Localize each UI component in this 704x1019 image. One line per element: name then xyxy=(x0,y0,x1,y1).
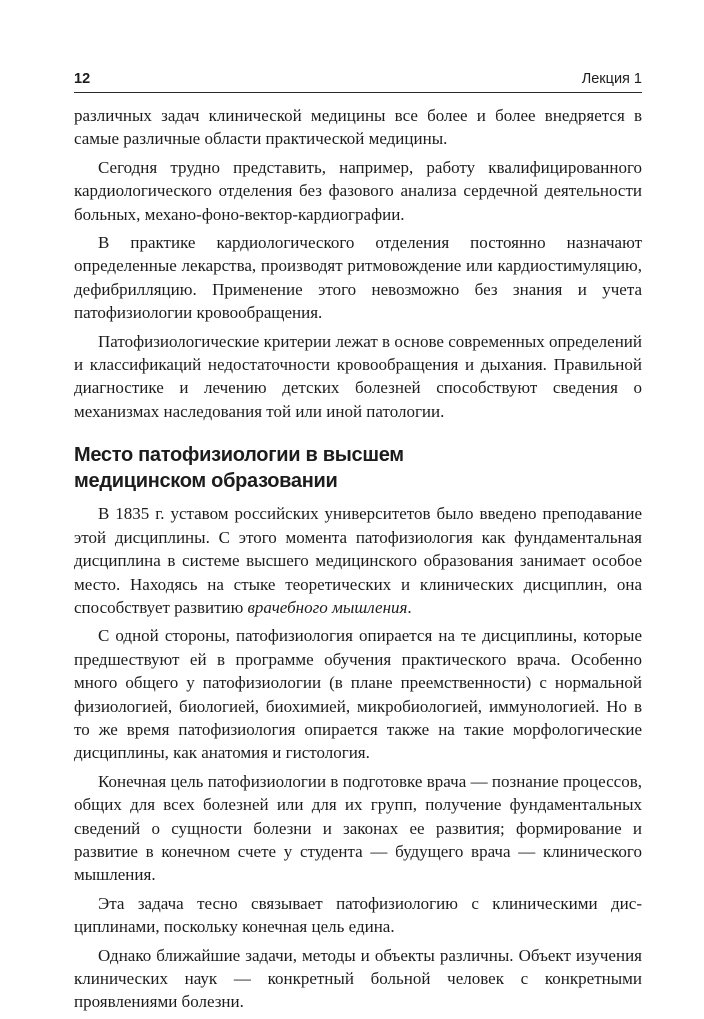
paragraph: Сегодня трудно представить, например, работу квалифицированного кардиологического отделения без фазового анализа сердечной деятельности больных, механо-фоно-вектор-кардиографии. xyxy=(74,157,642,224)
running-header xyxy=(74,70,642,93)
paragraph: Патофизиологические критерии лежат в основе современных определений и классификаций недостаточности кровообращения и дыхания. Правильной диагностике и лечению детских болезней способствуют сведения о механизмах наследования той или иной патологии. xyxy=(74,331,642,421)
section-heading xyxy=(74,442,642,494)
chapter-label: Лекция 1 xyxy=(581,71,642,87)
italic-term: врачебного мышления xyxy=(247,597,408,617)
paragraph: Однако ближайшие задачи, методы и объекты различны. Объект изучения клинических наук — конкретный больной человек с конкретными проявлениями болезни. xyxy=(74,945,642,1012)
paragraph-history-text: В 1835 г. уставом российских университетов было введено преподавание этой дисциплины. С этого момента патофизиология как фундаментальная дисциплина в системе высшего медицинского образования занимает особое место. Находясь на стыке теоретических и клинических дисциплин, она способствует развитию xyxy=(74,504,642,617)
page-number: 12 xyxy=(74,71,91,87)
section-heading-line-2: медицинском образовании xyxy=(74,470,338,493)
section-heading-line-1: Место патофизиологии в высшем xyxy=(74,444,404,467)
paragraph-history xyxy=(74,502,642,619)
book-page xyxy=(74,70,642,1019)
paragraph: В практике кардиологического отделения постоянно назначают определенные лекарства, производят ритмовождение или кардиостимуляцию, дефибрилляцию. Применение этого невозможно без знания и учета патофизиологии кровообращения. xyxy=(74,233,642,323)
paragraph-history-end: . xyxy=(407,597,412,617)
paragraph-continued: различных задач клинической медицины все более и более внедряется в самые различные области практической медицины. xyxy=(74,106,642,149)
paragraph: С одной стороны, патофизиология опирается на те дисциплины, которые предшествуют ей в программе обучения практического врача. Особенно много общего у патофизиологии (в плане преемственности) с нормальной физиологией, биологией, биохимией, микробиологией, иммунологией. Но в то же время патофизиология опирается также на такие морфологические дисциплины, как анатомия и гистология. xyxy=(74,626,642,763)
paragraph: Конечная цель патофизиологии в подготовке врача — познание процессов, общих для всех болезней или для их групп, получение фундаментальных сведений о сущности болезни и законах ее развития; формирование и развитие в конечном счете у студента — будущего врача — клинического мышления. xyxy=(74,771,642,885)
paragraph: Эта задача тесно связывает патофизиологию с клиническими дисциплинами, поскольку конечная цель едина. xyxy=(74,893,642,937)
page-body xyxy=(74,104,642,1014)
